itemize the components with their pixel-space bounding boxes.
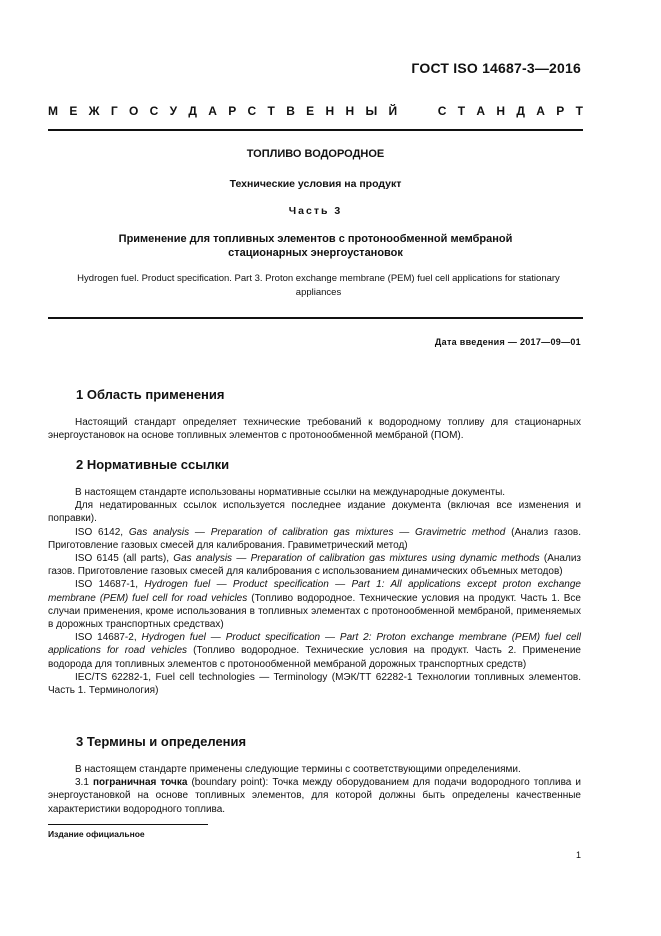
banner-letter: Г — [110, 104, 118, 118]
reference-title: Hydrogen fuel — Product specification — Part 2: Proton exchange membrane (PEM) fuel cell applications for road vehicles — [48, 632, 581, 657]
reference-iso-6145 — [48, 552, 581, 578]
section-3-heading: 3 Термины и определения — [76, 734, 247, 749]
term-name: пограничная точка — [92, 777, 188, 789]
footer-rule — [48, 824, 208, 825]
reference-translation: (Анализ газов. Приготовление газовых смесей для калибрования. Гравиметрический метод) — [48, 526, 582, 551]
banner-letter: С — [437, 104, 447, 118]
title-bottom-rule — [48, 317, 583, 319]
reference-translation: (Топливо водородное. Технические условия на продукт. Часть 1. Все случаи применения, кроме использования в топливных элементах с протонообменной мембраной, применяемых в дорожных транспортных средствах) — [48, 592, 581, 631]
banner-letter: Й — [388, 104, 398, 118]
application-title-line-1: Применение для топливных элементов с протонообменной мембраной — [118, 233, 513, 245]
banner-letter: А — [208, 104, 217, 118]
banner-letter: А — [536, 104, 545, 118]
reference-code: ISO 14687-1, — [75, 579, 145, 591]
reference-title: Gas analysis — Preparation of calibration gas mixtures using dynamic methods — [173, 553, 540, 565]
section-1-heading: 1 Область применения — [76, 387, 225, 402]
reference-iso-14687-2 — [48, 631, 581, 671]
document-part: Часть 3 — [288, 205, 343, 217]
banner-letter: Е — [69, 104, 78, 118]
section-3-paragraph-1: В настоящем стандарте применены следующие термины с соответствующими определениями. — [75, 764, 521, 775]
banner-letter: А — [476, 104, 486, 118]
section-1-body — [48, 416, 581, 442]
word-gap — [408, 104, 426, 118]
document-application-title — [48, 232, 583, 260]
section-3-body — [48, 763, 581, 816]
reference-translation: (Топливо водородное. Технические условия на продукт. Часть 2. Применение водорода для топливных элементов с протонообменной мембраной дорожных транспортных средств) — [48, 645, 581, 670]
introduction-date: Дата введения — 2017—09—01 — [434, 337, 581, 347]
reference-iso-6142 — [48, 526, 581, 552]
reference-title: Gas analysis — Preparation of calibration gas mixtures — Gravimetric method — [128, 526, 506, 538]
reference-code: ISO 6142, — [75, 526, 129, 538]
banner-letter: Н — [325, 104, 335, 118]
banner-letter: В — [286, 104, 295, 118]
reference-title: Hydrogen fuel — Product specification — Part 1: All applications except proton exchange membrane (PEM) fuel cell for road vehicles — [48, 579, 581, 604]
top-rule — [48, 129, 583, 131]
reference-iec-ts-62282-1: IEC/TS 62282-1, Fuel cell technologies — Terminology (МЭК/ТТ 62282-1 Технологии топливных элементов. Часть 1. Терминология) — [48, 671, 581, 697]
banner-letter: С — [149, 104, 159, 118]
term-definition: (boundary point): Точка между оборудованием для подачи водородного топлива и энергоустановкой на основе топливных элементов, для которой должны быть определены качественные характеристики водородного топлива. — [48, 777, 581, 815]
banner-letter: Е — [306, 104, 315, 118]
banner-letter: О — [128, 104, 139, 118]
banner-letter: Т — [575, 104, 583, 118]
application-title-line-2: стационарных энергоустановок — [228, 247, 403, 259]
banner-letter: Н — [496, 104, 506, 118]
banner-letter: С — [247, 104, 257, 118]
official-edition-label: Издание официальное — [48, 829, 145, 839]
reference-code: ISO 6145 (all parts), — [75, 553, 174, 565]
banner-letter: Ж — [88, 104, 100, 118]
term-3-1 — [48, 776, 581, 816]
interstate-standard-banner — [48, 104, 583, 118]
banner-letter: У — [169, 104, 178, 118]
section-1-paragraph: Настоящий стандарт определяет технические требований к водородному топливу для стационарных энергоустановок на основе топливных элементов с протонообменной мембраной (ПОМ). — [48, 417, 581, 442]
banner-letter: М — [48, 104, 58, 118]
reference-iso-14687-1 — [48, 578, 581, 631]
page-number: 1 — [575, 850, 581, 860]
banner-letter: Т — [457, 104, 466, 118]
banner-letter: Р — [556, 104, 565, 118]
reference-translation: (Анализ газов. Приготовление газовых смесей для калибрования с использованием динамических объемных методов) — [48, 553, 581, 578]
term-number: 3.1 — [75, 777, 93, 789]
section-2-paragraph-2: Для недатированных ссылок используется последнее издание документа (включая все изменения и поправки). — [48, 500, 581, 525]
banner-letter: Д — [516, 104, 525, 118]
section-2-paragraph-1: В настоящем стандарте использованы нормативные ссылки на международные документы. — [75, 487, 506, 498]
document-subtitle: Технические условия на продукт — [229, 178, 402, 190]
banner-letter: Д — [188, 104, 197, 118]
banner-letter: Н — [345, 104, 355, 118]
banner-letter: Ы — [365, 104, 378, 118]
banner-letter: Р — [228, 104, 237, 118]
document-title: ТОПЛИВО ВОДОРОДНОЕ — [246, 148, 385, 160]
section-2-body — [48, 486, 581, 697]
section-2-heading: 2 Нормативные ссылки — [76, 457, 230, 472]
banner-letter: Т — [267, 104, 275, 118]
english-title: Hydrogen fuel. Product specification. Part 3. Proton exchange membrane (PEM) fuel cell applications for stationary appliances — [77, 273, 560, 298]
reference-code: ISO 14687-2, — [75, 632, 142, 644]
gost-number: ГОСТ ISO 14687-3—2016 — [411, 60, 581, 76]
